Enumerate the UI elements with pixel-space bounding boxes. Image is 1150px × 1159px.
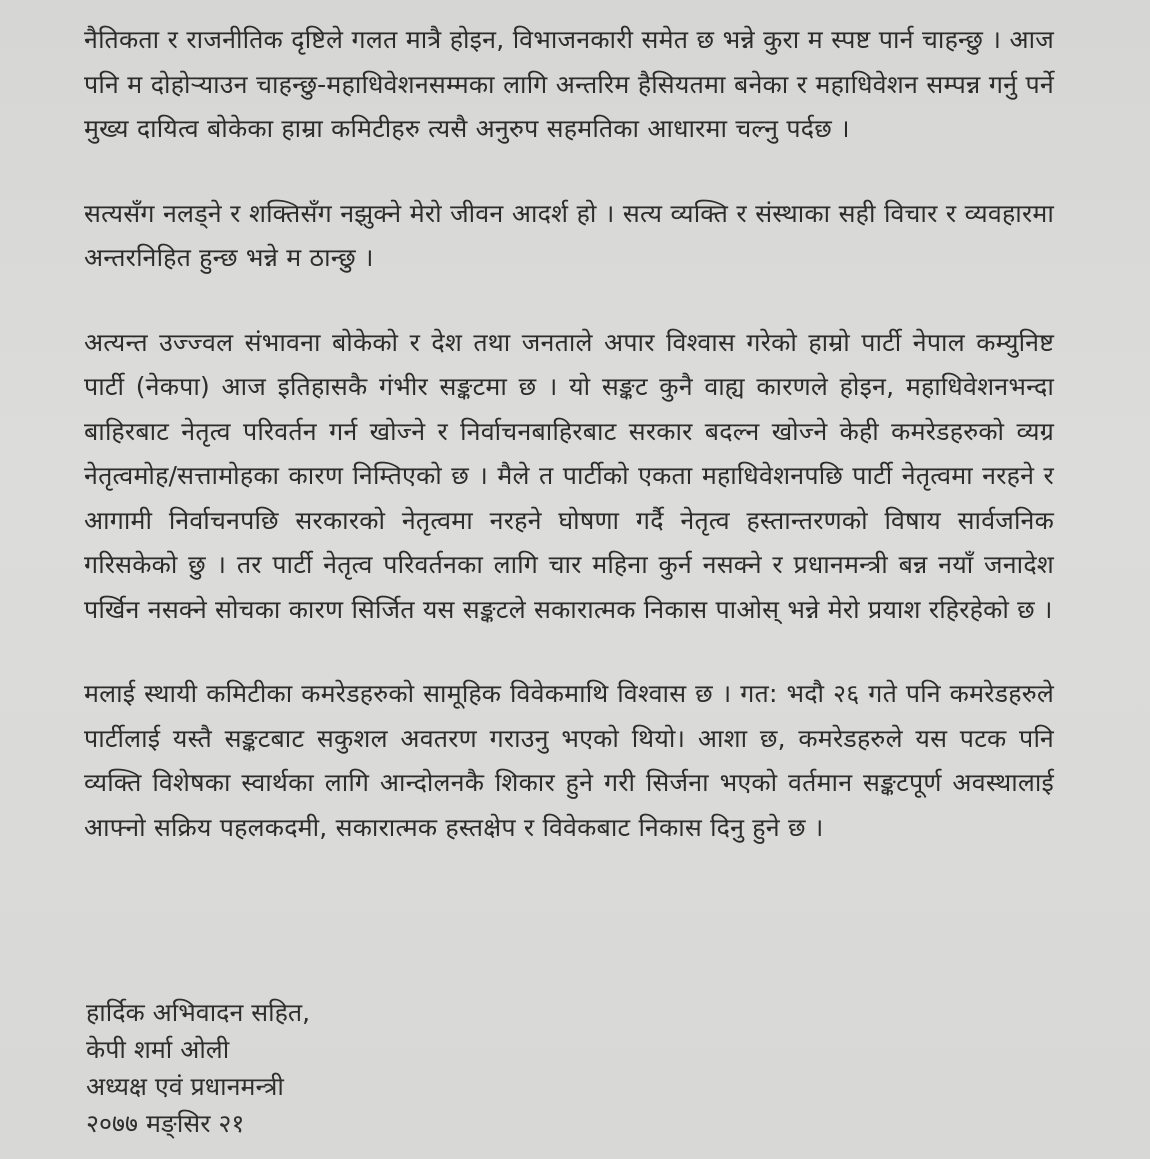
paragraph-3: अत्यन्त उज्ज्वल संभावना बोकेको र देश तथा जनताले अपार विश्वास गरेको हाम्रो पार्टी नेपाल कम्युनिष्ट पार्टी (नेकपा) आज इतिहासकै गंभीर सङ्कटमा छ । यो सङ्कट कुनै वाह्य कारणले होइन, महाधिवेशनभन्दा बाहिरबाट नेतृत्व परिवर्तन गर्न खोज्ने र निर्वाचनबाहिरबाट सरकार बदल्न खोज्ने केही कमरेडहरुको व्यग्र नेतृत्वमोह/सत्तामोहका कारण निम्तिएको छ । मैले त पार्टीको एकता महाधिवेशनपछि पार्टी नेतृत्वमा नरहने र आगामी निर्वाचनपछि सरकारको नेतृत्वमा नरहने घोषणा गर्दै नेतृत्व हस्तान्तरणको विषाय सार्वजनिक गरिसकेको छु । तर पार्टी नेतृत्व परिवर्तनका लागि चार महिना कुर्न नसक्ने र प्रधानमन्त्री बन्न नयाँ जनादेश पर्खिन नसक्ने सोचका कारण सिर्जित यस सङ्कटले सकारात्मक निकास पाओस् भन्ने मेरो प्रयाश रहिरहेको छ । <box>84 327 1054 624</box>
signatory-designation: अध्यक्ष एवं प्रधानमन्त्री <box>86 1072 284 1101</box>
signatory-name: केपी शर्मा ओली <box>86 1035 230 1064</box>
signature-block <box>86 994 310 1142</box>
closing-line: हार्दिक अभिवादन सहित, <box>86 998 311 1027</box>
paragraph-4: मलाई स्थायी कमिटीका कमरेडहरुको सामूहिक विवेकमाथि विश्वास छ । गत: भदौ २६ गते पनि कमरेडहरुले पार्टीलाई यस्तै सङ्कटबाट सकुशल अवतरण गराउनु भएको थियो। आशा छ, कमरेडहरुले यस पटक पनि व्यक्ति विशेषका स्वार्थका लागि आन्दोलनकै शिकार हुने गरी सिर्जना भएको वर्तमान सङ्कटपूर्ण अवस्थालाई आफ्नो सक्रिय पहलकदमी, सकारात्मक हस्तक्षेप र विवेकबाट निकास दिनु हुने छ । <box>84 679 1054 842</box>
letter-date: २०७७ मङ्सिर २१ <box>86 1109 245 1138</box>
paragraph-1: नैतिकता र राजनीतिक दृष्टिले गलत मात्रै होइन, विभाजनकारी समेत छ भन्ने कुरा म स्पष्ट पार्न चाहन्छु । आज पनि म दोहोर्‍याउन चाहन्छु-महाधिवेशनसम्मका लागि अन्तरिम हैसियतमा बनेका र महाधिवेशन सम्पन्न गर्नु पर्ने मुख्य दायित्व बोकेका हाम्रा कमिटीहरु त्यसै अनुरुप सहमतिका आधारमा चल्नु पर्दछ । <box>84 25 1054 143</box>
paragraph-2: सत्यसँग नलड्ने र शक्तिसँग नझुक्ने मेरो जीवन आदर्श हो । सत्य व्यक्ति र संस्थाका सही विचार र व्यवहारमा अन्तरनिहित हुन्छ भन्ने म ठान्छु । <box>84 198 1054 272</box>
